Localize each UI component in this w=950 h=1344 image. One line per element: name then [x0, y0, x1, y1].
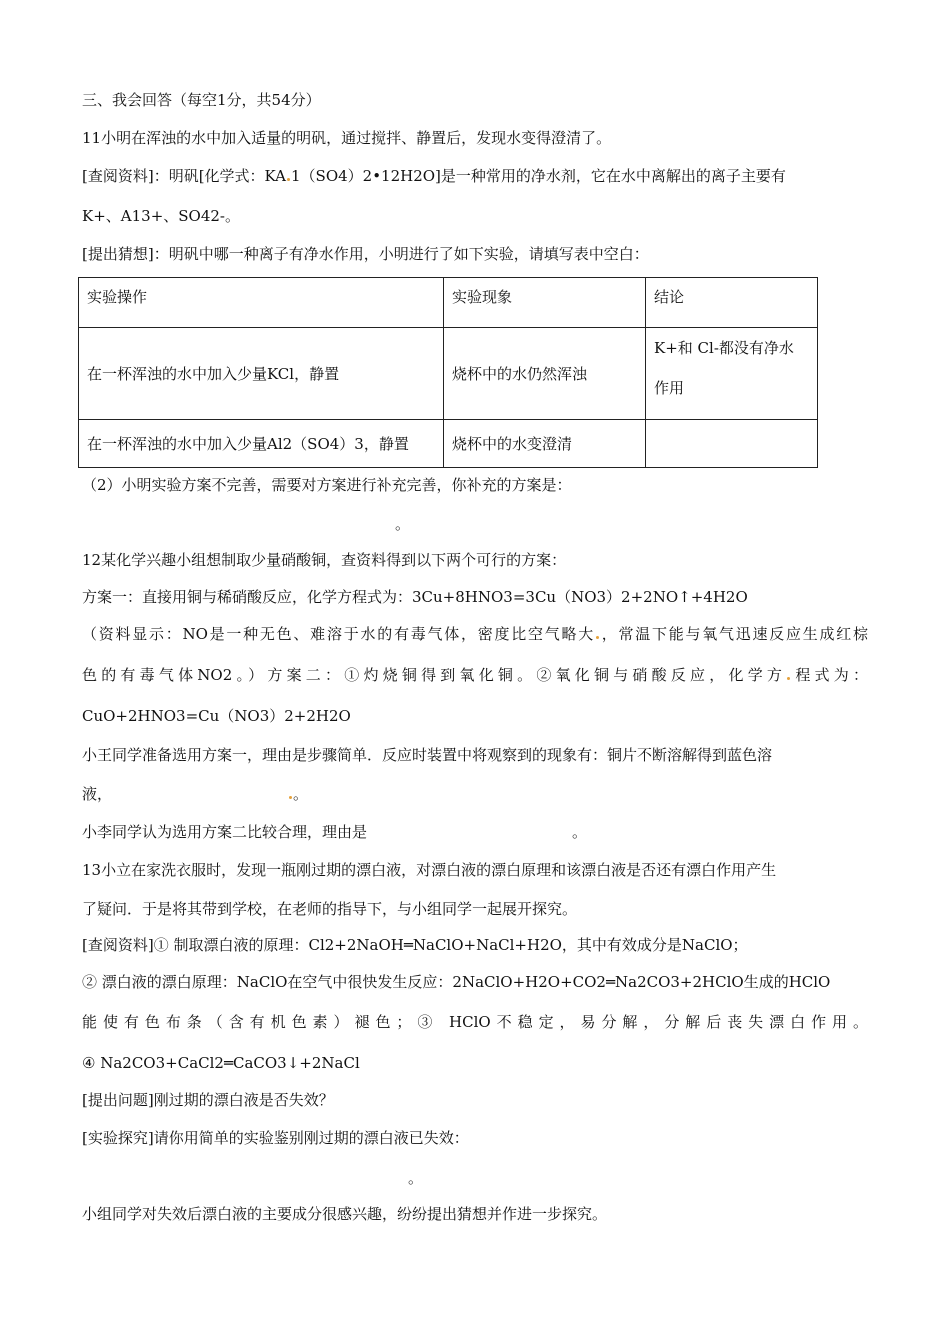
q11-resource-part-a: [查阅资料]：明矾[化学式：KA: [82, 167, 286, 185]
row1-operation: 在一杯浑浊的水中加入少量KCl，静置: [79, 328, 444, 420]
q13-res1: [查阅资料]① 制取漂白液的原理：Cl2+2NaOH═NaClO+NaCl+H2O，其中有效成分是NaClO；: [82, 936, 748, 954]
section-header: 三、我会回答（每空1分，共54分）: [82, 91, 321, 109]
q13-intro2: 了疑问．于是将其带到学校，在老师的指导下，与小组同学一起展开探究。: [82, 900, 578, 918]
row2-conclusion-blank: [646, 420, 818, 468]
table-row: [79, 420, 818, 468]
experiment-table: [78, 277, 818, 468]
q11-blank-end: 。: [395, 515, 411, 533]
q12-note: [82, 624, 868, 644]
row1-conclusion-line1: K+和 Cl-都没有净水: [654, 339, 794, 357]
q13-explore-end: 。: [408, 1169, 424, 1187]
q11-hypothesis: [提出猜想]：明矾中哪一种离子有净水作用，小明进行了如下实验，请填写表中空白：: [82, 245, 649, 263]
row1-phenomenon: 烧杯中的水仍然浑浊: [444, 328, 646, 420]
q13-final: 小组同学对失效后漂白液的主要成分很感兴趣，纷纷提出猜想并作进一步探究。: [82, 1205, 608, 1223]
highlight-dot-icon: [289, 796, 292, 799]
row1-conclusion-line2: 作用: [654, 379, 685, 397]
row2-phenomenon: 烧杯中的水变澄清: [444, 420, 646, 468]
row2-operation: 在一杯浑浊的水中加入少量Al2（SO4）3，静置: [79, 420, 444, 468]
q12-eq2: CuO+2HNO3=Cu（NO3）2+2H2O: [82, 707, 351, 725]
highlight-dot-icon: [787, 677, 790, 680]
q11-resource: [82, 166, 786, 186]
highlight-dot-icon: [287, 178, 290, 181]
q12-wang2-end: 。: [288, 784, 308, 804]
q13-res3: 能使有色布条（含有机色素）褪色；③ HClO不稳定，易分解，分解后丧失漂白作用。: [82, 1013, 868, 1031]
q12-note-part-a: （资料显示：NO是一种无色、难溶于水的有毒气体，密度比空气略大: [82, 625, 595, 643]
q11-supplement: （2）小明实验方案不完善，需要对方案进行补充完善，你补充的方案是：: [82, 476, 572, 494]
q13-res2: ② 漂白液的漂白原理：NaClO在空气中很快发生反应：2NaClO+H2O+CO2═Na2CO3+2HClO生成的HClO: [82, 973, 831, 991]
q11-intro: 11小明在浑浊的水中加入适量的明矾，通过搅拌、静置后，发现水变得澄清了。: [82, 129, 612, 147]
q13-explore: [实验探究]请你用简单的实验鉴别刚过期的漂白液已失效：: [82, 1129, 469, 1147]
q13-question: [提出问题]刚过期的漂白液是否失效？: [82, 1091, 334, 1109]
q13-res4: ④ Na2CO3+CaCl2═CaCO3↓+2NaCl: [82, 1054, 360, 1072]
table-row: [79, 328, 818, 420]
q12-wang2: 液，: [82, 785, 113, 803]
q12-li: 小李同学认为选用方案二比较合理，理由是: [82, 823, 368, 841]
table-header-row: [79, 278, 818, 328]
q12-note2-part-b: 程式为：: [791, 666, 868, 684]
q11-ions: K+、A13+、SO42-。: [82, 207, 240, 225]
q11-resource-part-b: 1（SO4）2•12H2O]是一种常用的净水剂，它在水中离解出的离子主要有: [291, 167, 786, 185]
q12-note2-part-a: 色的有毒气体NO2。）方案二：①灼烧铜得到氧化铜。②氧化铜与硝酸反应，化学方: [82, 666, 787, 684]
row1-conclusion: [646, 328, 818, 420]
q12-note2: [82, 665, 868, 685]
q12-note-part-b: ，常温下能与氧气迅速反应生成红棕: [599, 625, 868, 643]
q13-intro: 13小立在家洗衣服时，发现一瓶刚过期的漂白液，对漂白液的漂白原理和该漂白液是否还有漂白作用产生: [82, 861, 777, 879]
header-phenomenon: 实验现象: [444, 278, 646, 328]
q12-li-end: 。: [572, 823, 588, 841]
header-conclusion: 结论: [646, 278, 818, 328]
q12-wang: 小王同学准备选用方案一，理由是步骤简单．反应时装置中将观察到的现象有：铜片不断溶解得到蓝色溶: [82, 746, 773, 764]
q12-intro: 12某化学兴趣小组想制取少量硝酸铜，查资料得到以下两个可行的方案：: [82, 551, 567, 569]
q12-plan1: 方案一：直接用铜与稀硝酸反应，化学方程式为：3Cu+8HNO3=3Cu（NO3）2+2NO↑+4H2O: [82, 588, 748, 606]
header-operation: 实验操作: [79, 278, 444, 328]
highlight-dot-icon: [596, 636, 599, 639]
